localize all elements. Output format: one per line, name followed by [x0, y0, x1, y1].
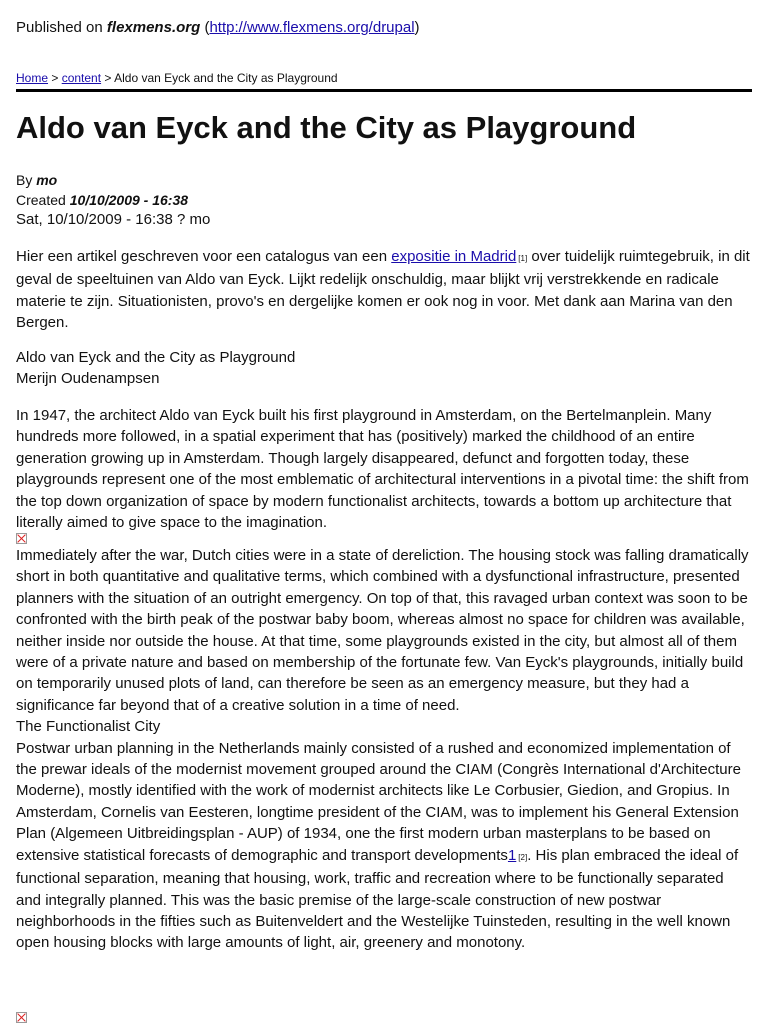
intro-reference: [1] [518, 254, 528, 263]
author-line [16, 170, 210, 190]
page-title: Aldo van Eyck and the City as Playground [16, 110, 637, 145]
article-subtitle [16, 347, 752, 390]
footnote-reference: [2] [518, 852, 528, 862]
section-heading: The Functionalist City [16, 718, 161, 736]
by-label: By [16, 172, 37, 188]
created-line [16, 190, 210, 210]
broken-image-icon [16, 533, 27, 544]
header-divider [16, 89, 752, 92]
article-meta [16, 170, 210, 230]
exhibition-link[interactable]: expositie in Madrid [391, 248, 517, 265]
created-label: Created [16, 192, 70, 208]
published-on-line [16, 18, 420, 38]
author-name: mo [36, 172, 58, 188]
intro-text-after: over tuidelijk ruimtegebruik, in dit geval de speeltuinen van Aldo van Eyck. Lijkt redelijk onschuldig, maar blijkt vrij verstrekkende en radicale materie te zijn. Situationisten, provo's en dergelijke komen er ook nog in voor. Met dank aan Marina van den Bergen. [16, 248, 750, 332]
site-name: flexmens.org [106, 19, 201, 36]
paragraph-1: In 1947, the architect Aldo van Eyck built his first playground in Amsterdam, on the Bertelmanplein. Many hundreds more followed, in a spatial experiment that has (positively) marked the childhood of an entire generation growing up in Amsterdam. Though largely disappeared, defunct and forgotten today, these playgrounds represent one of the most emblematic of architectural interventions in a pivotal time: the shift from the top down organization of space by modern functionalist architects, towards a bottom up architecture that literally aimed to give space to the imagination. [16, 407, 749, 532]
open-paren: ( [200, 19, 210, 36]
breadcrumb [16, 70, 338, 86]
date-line: Sat, 10/10/2009 - 16:38 ? mo [16, 211, 211, 228]
breadcrumb-content-link[interactable]: content [61, 71, 102, 85]
paragraph-3-text-before: Postwar urban planning in the Netherlands mainly consisted of a rushed and economized implementation of the prewar ideals of the modernist movement grouped around the CIAM (Congrès International d'Architecture Moderne), mostly identified with the work of modernist architects like Le Corbusier, Giedion, and Gropius. In Amsterdam, Cornelis van Eesteren, longtime president of the CIAM, was to implement his General Extension Plan (Algemeen Uitbreidingsplan - AUP) of 1934, one the first modern urban masterplans to be based on extensive statistical forecasts of demographic and transport developments [16, 739, 741, 864]
paragraph-3 [16, 738, 752, 954]
breadcrumb-separator: > [101, 71, 115, 85]
published-prefix: Published on [16, 19, 107, 36]
intro-text-before: Hier een artikel geschreven voor een catalogus van een [16, 248, 392, 265]
paragraph-2: Immediately after the war, Dutch cities were in a state of dereliction. The housing stock was falling dramatically short in both quantitative and qualitative terms, which combined with a dysfunctional infrastructure, presented planners with the situation of an outright emergency. On top of that, this ravaged urban context was soon to be confronted with the birth peak of the postwar baby boom, whereas almost no space for children was available, neither inside nor outside the house. At that time, some playgrounds existed in the city, but almost all of them were of a private nature and based on membership of the fortunate few. Van Eyck's playgrounds, initially build on temporarily unused plots of land, can therefore be seen as an emergency measure, but they had a significance far beyond that of a creative solution in a time of need. [16, 547, 749, 714]
footnote-link[interactable]: 1 [507, 846, 517, 864]
close-paren: ) [414, 19, 420, 36]
paragraph-3-text-after: . His plan embraced the ideal of functional separation, meaning that housing, work, traffic and recreation where to be functionally separated and integrally planned. This was the basic premise of the large-scale construction of new postwar neighborhoods in the fifties such as Buitenveldert and the Westelijke Tuinsteden, resulting in the well known open housing blocks with large amounts of light, air, greenery and monotony. [16, 846, 739, 952]
subtitle-title: Aldo van Eyck and the City as Playground [16, 349, 296, 366]
intro-paragraph [16, 246, 752, 334]
broken-image-icon [16, 1012, 27, 1023]
breadcrumb-home-link[interactable]: Home [16, 71, 49, 85]
subtitle-author: Merijn Oudenampsen [16, 370, 160, 388]
site-url-link[interactable]: http://www.flexmens.org/drupal [209, 19, 415, 36]
main-body [16, 545, 752, 954]
breadcrumb-current: Aldo van Eyck and the City as Playground [114, 71, 338, 85]
breadcrumb-separator: > [48, 71, 62, 85]
created-value: 10/10/2009 - 16:38 [69, 192, 189, 208]
